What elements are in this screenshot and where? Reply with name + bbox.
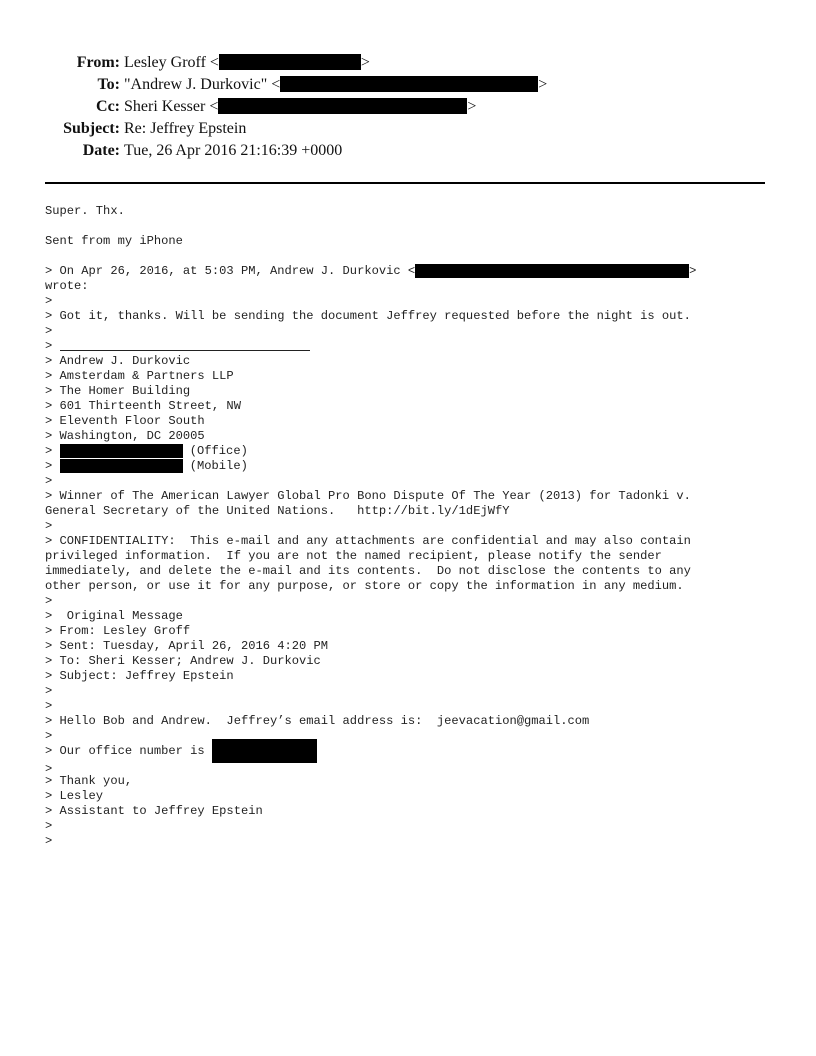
quote-marker: >: [45, 459, 60, 473]
body-line: > Hello Bob and Andrew. Jeffrey’s email address is: jeevacation@gmail.com: [45, 714, 590, 728]
from-name: Lesley Groff <: [124, 54, 219, 71]
body-line: > Original Message: [45, 609, 183, 623]
body-line: > Got it, thanks. Will be sending the document Jeffrey requested before the night is out.: [45, 309, 691, 323]
to-label: To:: [97, 76, 120, 93]
body-line: >: [45, 519, 53, 533]
body-line: > Washington, DC 20005: [45, 429, 205, 443]
body-line: Super. Thx.: [45, 204, 125, 218]
email-body: [45, 204, 775, 849]
cc-close: >: [467, 98, 477, 115]
signature-divider: [60, 339, 310, 351]
subject-value: Re: Jeffrey Epstein: [124, 120, 247, 137]
body-line: immediately, and delete the e-mail and its contents. Do not disclose the contents to any: [45, 564, 691, 578]
body-line: Sent from my iPhone: [45, 234, 183, 248]
body-line: [45, 264, 775, 279]
subject-label: Subject:: [63, 120, 120, 137]
redaction-box: [60, 444, 183, 458]
to-row: [0, 74, 816, 96]
body-line: >: [45, 324, 53, 338]
body-line: > 601 Thirteenth Street, NW: [45, 399, 241, 413]
redaction-box: [219, 54, 361, 70]
body-line: [45, 339, 775, 354]
office-number-text: > Our office number is: [45, 744, 212, 758]
date-row: [0, 140, 816, 162]
quote-intro: > On Apr 26, 2016, at 5:03 PM, Andrew J. Durkovic <: [45, 264, 416, 278]
subject-row: [0, 118, 816, 140]
from-row: [0, 52, 816, 74]
cc-label: Cc:: [96, 98, 120, 115]
mobile-label: (Mobile): [182, 459, 248, 473]
redaction-box: [415, 264, 689, 278]
body-line: > Andrew J. Durkovic: [45, 354, 191, 368]
quote-intro-close: >: [689, 264, 697, 278]
quote-marker: >: [45, 444, 60, 458]
body-line: > From: Lesley Groff: [45, 624, 191, 638]
body-line: >: [45, 474, 53, 488]
cc-row: [0, 96, 816, 118]
body-line: >: [45, 294, 53, 308]
from-label: From:: [76, 54, 120, 71]
body-line: >: [45, 834, 53, 848]
body-line: > Thank you,: [45, 774, 133, 788]
date-label: Date:: [82, 142, 120, 159]
from-value: [124, 52, 370, 74]
body-line: > To: Sheri Kesser; Andrew J. Durkovic: [45, 654, 321, 668]
redaction-box: [212, 739, 317, 763]
body-line: >: [45, 819, 53, 833]
body-line: [45, 744, 775, 762]
body-line: wrote:: [45, 279, 89, 293]
to-close: >: [538, 76, 548, 93]
redaction-box: [218, 98, 467, 114]
body-line: >: [45, 729, 53, 743]
body-line: >: [45, 762, 53, 776]
body-line: General Secretary of the United Nations. http://bit.ly/1dEjWfY: [45, 504, 510, 518]
body-line: [45, 459, 775, 474]
body-line: > CONFIDENTIALITY: This e-mail and any attachments are confidential and may also contain: [45, 534, 691, 548]
body-line: privileged information. If you are not the named recipient, please notify the sender: [45, 549, 662, 563]
body-line: >: [45, 699, 53, 713]
office-label: (Office): [182, 444, 248, 458]
from-close: >: [360, 54, 370, 71]
email-header: [0, 52, 816, 162]
redaction-box: [280, 76, 538, 92]
body-line: > Eleventh Floor South: [45, 414, 205, 428]
body-line: other person, or use it for any purpose, or store or copy the information in any medium.: [45, 579, 684, 593]
body-line: > The Homer Building: [45, 384, 191, 398]
body-line: > Subject: Jeffrey Epstein: [45, 669, 234, 683]
body-line: >: [45, 594, 53, 608]
body-line: > Assistant to Jeffrey Epstein: [45, 804, 263, 818]
to-value: [124, 74, 547, 96]
header-divider: [45, 182, 765, 184]
body-line: > Amsterdam & Partners LLP: [45, 369, 234, 383]
quote-marker: >: [45, 339, 60, 353]
to-name: "Andrew J. Durkovic" <: [124, 76, 281, 93]
body-line: > Winner of The American Lawyer Global Pro Bono Dispute Of The Year (2013) for Tadonki v.: [45, 489, 691, 503]
cc-name: Sheri Kesser <: [124, 98, 219, 115]
date-value: Tue, 26 Apr 2016 21:16:39 +0000: [124, 142, 343, 159]
body-line: > Sent: Tuesday, April 26, 2016 4:20 PM: [45, 639, 329, 653]
cc-value: [124, 96, 476, 118]
body-line: > Lesley: [45, 789, 104, 803]
body-line: >: [45, 684, 53, 698]
redaction-box: [60, 459, 183, 473]
body-line: [45, 444, 775, 459]
